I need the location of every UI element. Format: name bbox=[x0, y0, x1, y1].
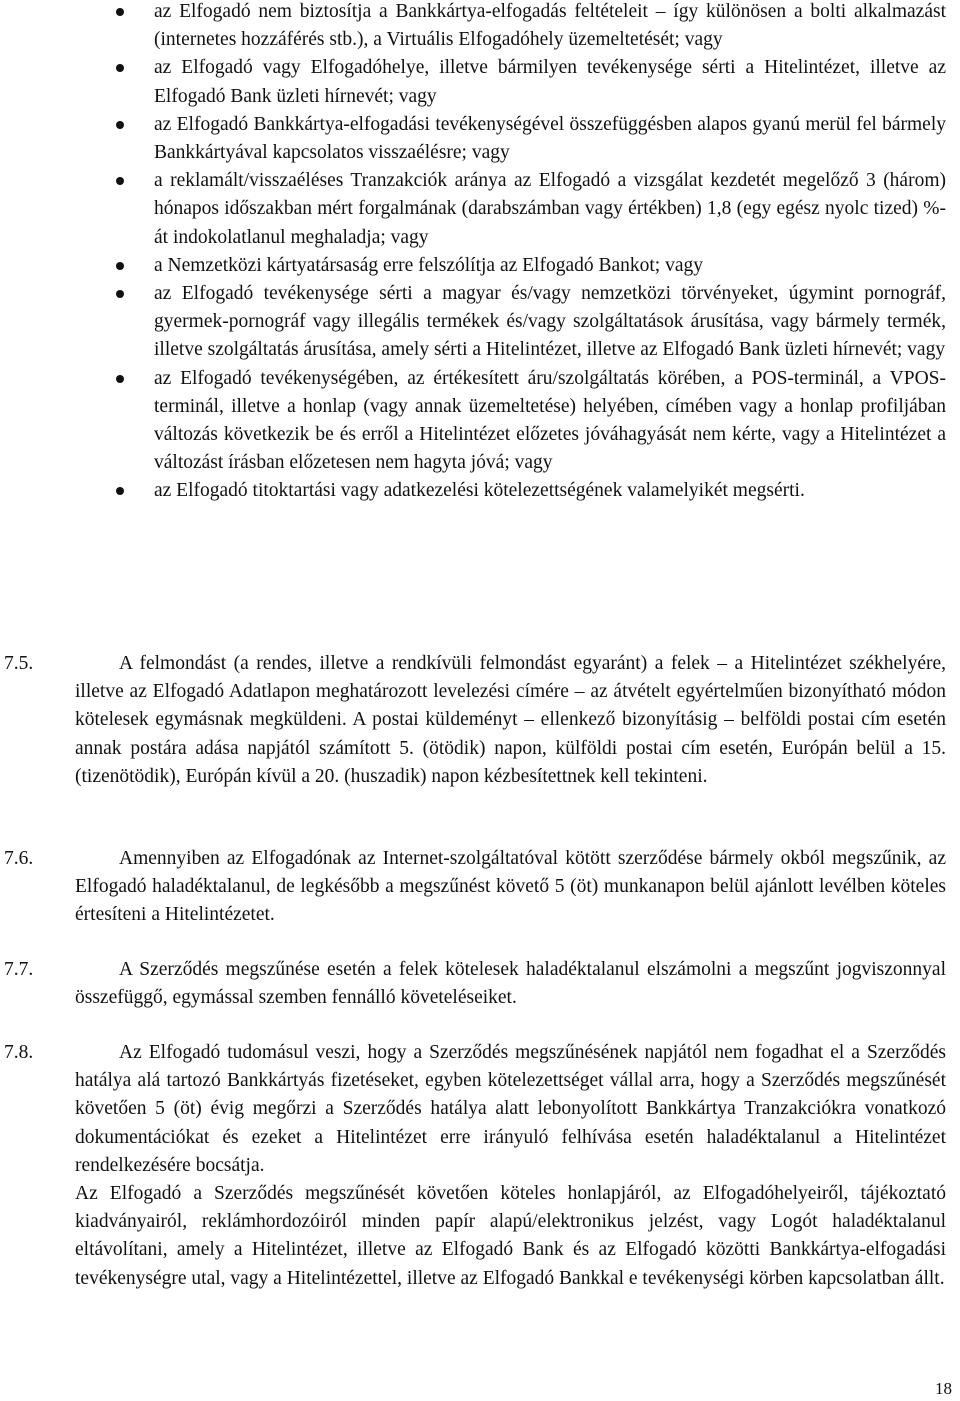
section-number: 7.7. bbox=[4, 959, 34, 980]
section-7-6 bbox=[0, 845, 960, 930]
list-item bbox=[0, 54, 946, 110]
section-number: 7.8. bbox=[4, 1042, 34, 1063]
section-paragraph: A felmondást (a rendes, illetve a rendkívüli felmondást egyaránt) a felek – a Hitelintézet székhelyére, illetve az Elfogadó Adatlapon meghatározott levelezési címére – az átvételt egyértelműen bizonyítható módon kötelesek egymásnak megküldeni. A postai küldeményt – ellenkező bizonyításig – belföldi postai cím esetén annak postára adása napjától számított 5. (ötödik) napon, külföldi postai cím esetén, Európán belül a 15. (tizenötödik), Európán kívül a 20. (huszadik) napon kézbesítettnek kell tekinteni. bbox=[75, 653, 946, 787]
section-7-7 bbox=[0, 956, 960, 1012]
list-item-text: a reklamált/visszaéléses Tranzakciók aránya az Elfogadó a vizsgálat kezdetét megelőző 3 (három) hónapos időszakban mért forgalmának (darabszámban vagy értékben) 1,8 (egy egész nyolc tized) %-át indokolatlanul meghaladja; vagy bbox=[154, 170, 946, 248]
bullet-icon bbox=[116, 487, 124, 495]
page-number: 18 bbox=[935, 1379, 952, 1398]
bullet-icon bbox=[116, 64, 124, 72]
bullet-icon bbox=[116, 375, 124, 383]
section-7-8 bbox=[0, 1039, 960, 1293]
bullet-icon bbox=[116, 262, 124, 270]
list-item bbox=[0, 280, 946, 365]
section-paragraph: Az Elfogadó tudomásul veszi, hogy a Szerződés megszűnésének napjától nem fogadhat el a Szerződés hatálya alá tartozó Bankkártyás fizetéseket, egyben kötelezettséget vállal arra, hogy a Szerződés megszűnését követően 5 (öt) évig megőrzi a Szerződés hatálya alatt lebonyolított Bankkártya Tranzakciókra vonatkozó dokumentációkat és ezeket a Hitelintézet erre irányuló felhívása esetén haladéktalanul a Hitelintézet rendelkezésére bocsátja. bbox=[75, 1042, 946, 1176]
bullet-icon bbox=[116, 177, 124, 185]
section-body bbox=[75, 956, 946, 1012]
bullet-icon bbox=[116, 8, 124, 16]
list-item bbox=[0, 365, 946, 478]
list-item-text: az Elfogadó nem biztosítja a Bankkártya-elfogadás feltételeit – így különösen a bolti alkalmazást (internetes hozzáférés stb.), a Virtuális Elfogadóhely üzemeltetését; vagy bbox=[154, 1, 946, 51]
section-paragraph: Az Elfogadó a Szerződés megszűnését követően köteles honlapjáról, az Elfogadóhelyeiről, tájékoztató kiadványairól, reklámhordozóiról minden papír alapú/elektronikus jelzést, vagy Logót haladéktalanul eltávolítani, amely a Hitelintézet, illetve az Elfogadó Bank és az Elfogadó közötti Bankkártya-elfogadási tevékenységre utal, vagy a Hitelintézettel, illetve az Elfogadó Bankkal e tevékenységi körben kapcsolatban állt. bbox=[75, 1183, 946, 1289]
list-item-text: az Elfogadó tevékenységében, az értékesített áru/szolgáltatás körében, a POS-terminál, a VPOS-terminál, illetve a honlap (vagy annak üzemeltetése) helyében, címében vagy a honlap profiljában változás következik be és erről a Hitelintézet előzetes jóváhagyását nem kérte, vagy a Hitelintézet a változást írásban előzetesen nem hagyta jóvá; vagy bbox=[154, 367, 946, 474]
list-item-text: az Elfogadó tevékenysége sérti a magyar és/vagy nemzetközi törvényeket, úgymint pornográf, gyermek-pornográf vagy illegális termékek és/vagy szolgáltatások árusítása, vagy bármely termék, illetve szolgáltatás árusítása, amely sérti a Hitelintézet, illetve az Elfogadó Bank üzleti hírnevét; vagy bbox=[154, 283, 946, 361]
list-item bbox=[0, 252, 946, 280]
section-body bbox=[75, 845, 946, 930]
section-paragraph: Amennyiben az Elfogadónak az Internet-szolgáltatóval kötött szerződése bármely okból megszűnik, az Elfogadó haladéktalanul, de legkésőbb a megszűnést követő 5 (öt) munkanapon belül ajánlott levélben köteles értesíteni a Hitelintézetet. bbox=[75, 848, 946, 926]
list-item-text: a Nemzetközi kártyatársaság erre felszólítja az Elfogadó Bankot; vagy bbox=[154, 254, 704, 276]
section-body bbox=[75, 1039, 946, 1293]
bullet-icon bbox=[116, 290, 124, 298]
list-item bbox=[0, 477, 946, 505]
section-body bbox=[75, 650, 946, 791]
section-number: 7.6. bbox=[4, 848, 34, 869]
termination-conditions-list bbox=[0, 0, 960, 506]
list-item-text: az Elfogadó Bankkártya-elfogadási tevékenységével összefüggésben alapos gyanú merül fel bármely Bankkártyával kapcsolatos visszaélésre; vagy bbox=[154, 113, 946, 164]
section-number: 7.5. bbox=[4, 653, 34, 674]
list-item-text: az Elfogadó titoktartási vagy adatkezelési kötelezettségének valamelyikét megsérti. bbox=[154, 480, 805, 502]
section-paragraph: A Szerződés megszűnése esetén a felek kötelesek haladéktalanul elszámolni a megszűnt jogviszonnyal összefüggő, egymással szemben fennálló követeléseiket. bbox=[75, 959, 946, 1009]
bullet-icon bbox=[116, 121, 124, 129]
list-item-text: az Elfogadó vagy Elfogadóhelye, illetve bármilyen tevékenysége sérti a Hitelintézet, illetve az Elfogadó Bank üzleti hírnevét; vagy bbox=[154, 57, 946, 107]
section-7-5 bbox=[0, 650, 960, 791]
list-item bbox=[0, 0, 946, 54]
list-item bbox=[0, 111, 946, 167]
list-item bbox=[0, 167, 946, 252]
